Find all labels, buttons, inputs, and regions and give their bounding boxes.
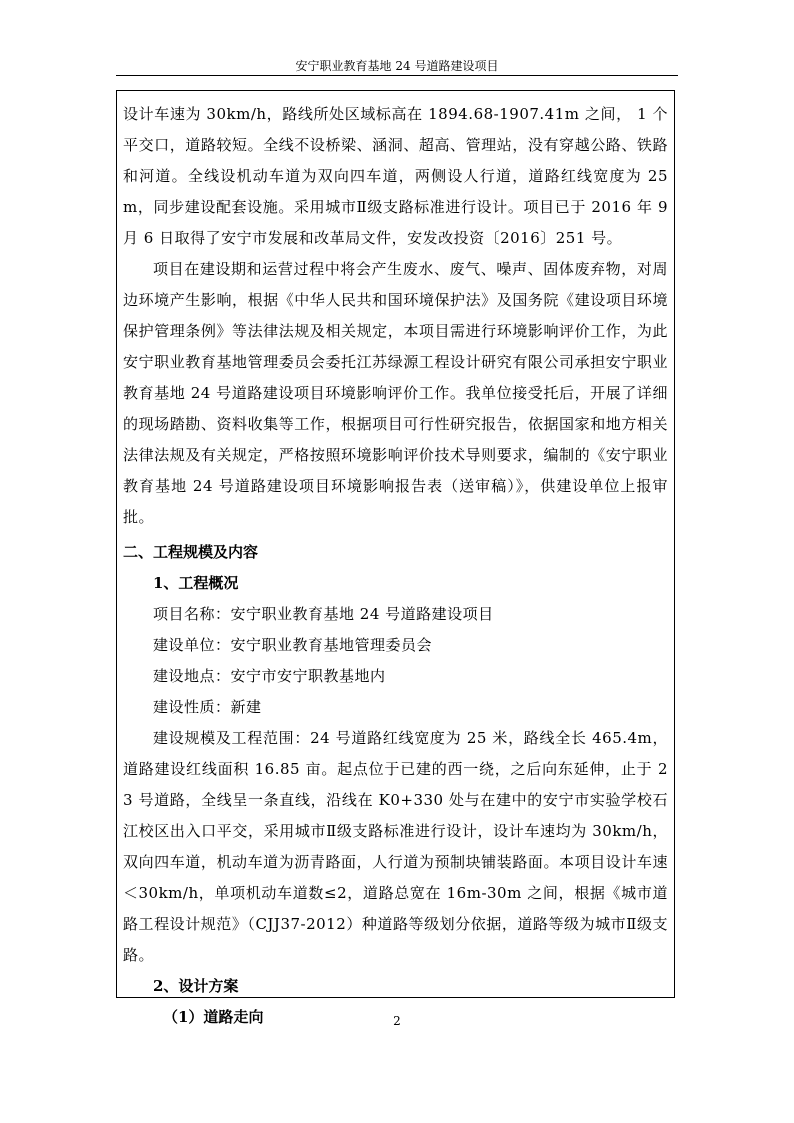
intro-paragraph: 设计车速为 30km/h，路线所处区域标高在 1894.68-1907.41m 之间， 1 个平交口，道路较短。全线不设桥梁、涵洞、超高、管理站，没有穿越公路、铁路和河道。全线设机动车道为双向四车道，两侧设人行道，道路红线宽度为 25m，同步建设配套设施。采用城市Ⅱ级支路标准进行设计。项目已于 2016 年 9 月 6 日取得了安宁市发展和改革局文件，安发改投资〔2016〕251 号。	[123, 105, 668, 247]
content-body	[117, 91, 674, 1033]
scale-paragraph: 建设规模及工程范围：24 号道路红线宽度为 25 米，路线全长 465.4m，道路建设红线面积 16.85 亩。起点位于已建的西一绕，之后向东延伸，止于 23 号道路，全线呈一条直线，沿线在 K0+330 处与在建中的安宁市实验学校石江校区出入口平交，采用城市Ⅱ级支路标准进行设计，设计车速均为 30km/h，双向四车道，机动车道为沥青路面，人行道为预制块铺装路面。本项目设计车速＜30km/h，单项机动车道数≤2，道路总宽在 16m-30m 之间，根据《城市道路工程设计规范》（CJJ37-2012）种道路等级划分依据，道路等级为城市Ⅱ级支路。	[123, 729, 668, 964]
builder-line: 建设单位：安宁职业教育基地管理委员会	[153, 636, 433, 654]
eia-paragraph: 项目在建设期和运营过程中将会产生废水、废气、噪声、固体废弃物，对周边环境产生影响，根据《中华人民共和国环境保护法》及国务院《建设项目环境保护管理条例》等法律法规及相关规定，本项目需进行环境影响评价工作，为此安宁职业教育基地管理委员会委托江苏绿源工程设计研究有限公司承担安宁职业教育基地 24 号道路建设项目环境影响评价工作。我单位接受托后，开展了详细的现场踏勘、资料收集等工作，根据项目可行性研究报告，依据国家和地方相关法律法规及有关规定，严格按照环境影响评价技术导则要求，编制的《安宁职业教育基地 24 号道路建设项目环境影响报告表（送审稿）》，供建设单位上报审批。	[123, 260, 668, 526]
page-header: 安宁职业教育基地 24 号道路建设项目	[116, 57, 678, 76]
subsection-overview-heading: 1、工程概况	[153, 574, 239, 592]
road-direction-heading: （1）道路走向	[163, 1008, 264, 1026]
nature-line: 建设性质：新建	[153, 698, 262, 716]
page-number: 2	[393, 1014, 401, 1028]
subsection-design-heading: 2、设计方案	[153, 977, 239, 995]
content-frame	[116, 90, 675, 1026]
location-line: 建设地点：安宁市安宁职教基地内	[153, 667, 386, 685]
project-name-line: 项目名称：安宁职业教育基地 24 号道路建设项目	[153, 605, 494, 623]
section-two-heading: 二、工程规模及内容	[123, 543, 259, 561]
